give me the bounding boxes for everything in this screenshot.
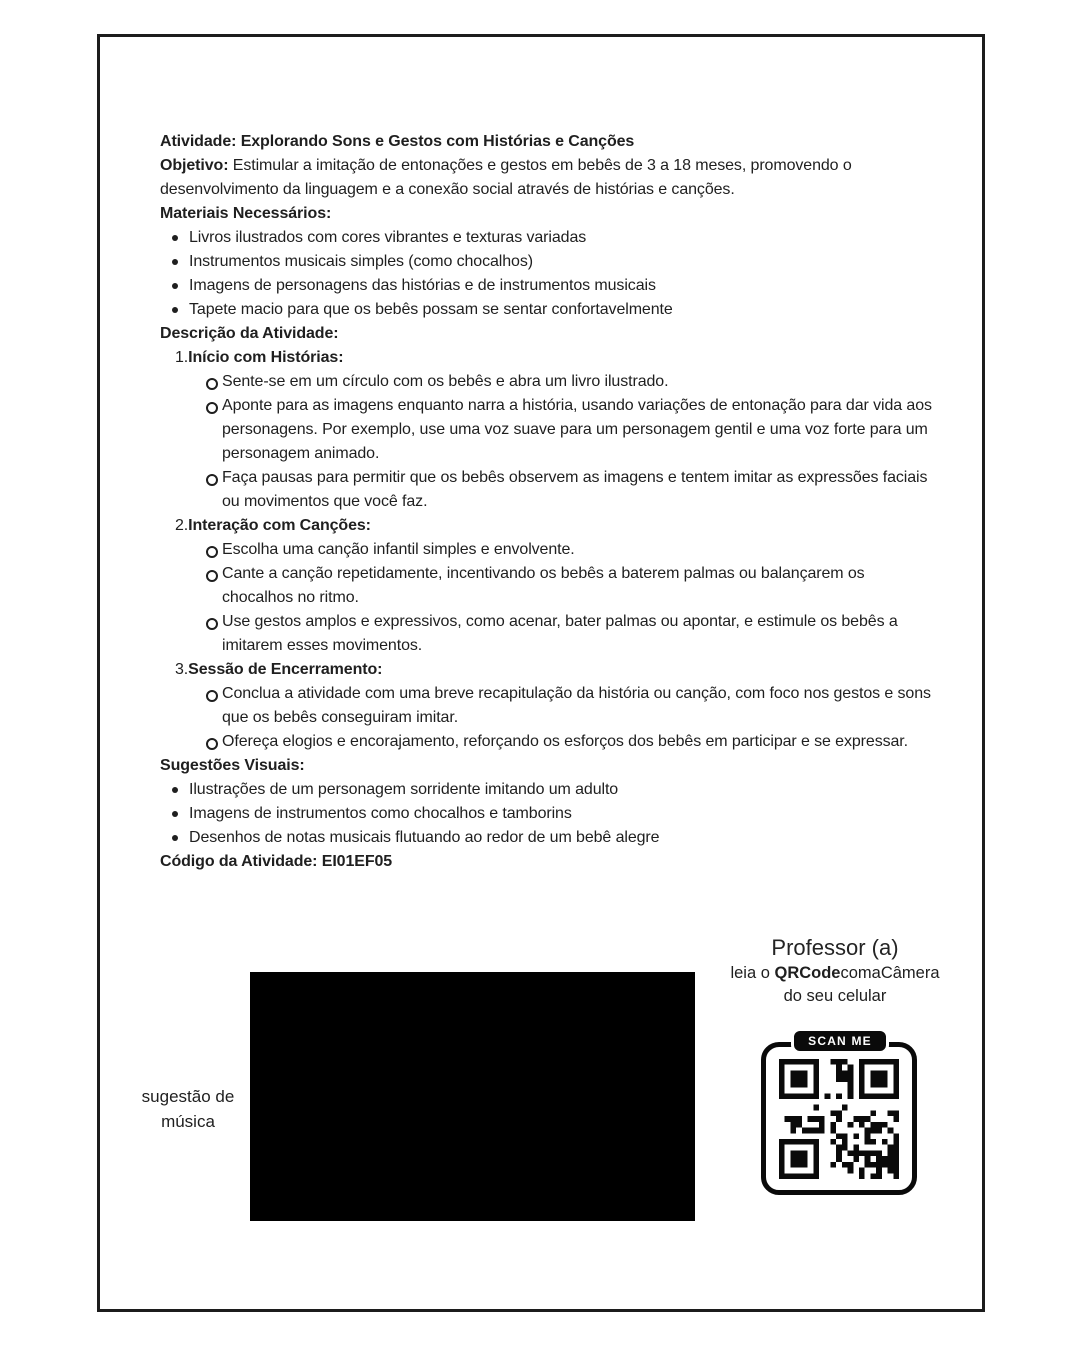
material-item: Instrumentos musicais simples (como chocalhos) <box>160 250 938 274</box>
step-sub-item: Ofereça elogios e encorajamento, reforçando os esforços dos bebês em participar e se expressar. <box>160 730 938 754</box>
visual-suggestions-heading: Sugestões Visuais: <box>160 757 305 774</box>
suggestion-item: Desenhos de notas musicais flutuando ao redor de um bebê alegre <box>160 826 938 850</box>
visual-suggestions-list <box>160 778 938 850</box>
step-number: 3. <box>175 661 189 678</box>
step-1-heading <box>160 346 938 370</box>
professor-heading: Professor (a) <box>771 935 899 960</box>
scan-me-badge <box>791 1028 889 1054</box>
step-2 <box>160 514 938 658</box>
step-title: Início com Histórias: <box>188 349 344 366</box>
material-item: Imagens de personagens das histórias e de instrumentos musicais <box>160 274 938 298</box>
video-caption <box>126 1084 250 1134</box>
step-1 <box>160 346 938 514</box>
suggestion-item: Ilustrações de um personagem sorridente imitando um adulto <box>160 778 938 802</box>
qr-code <box>779 1059 899 1179</box>
video-caption-line1: sugestão de <box>141 1087 235 1106</box>
scan-me-label: SCAN ME <box>808 1034 872 1048</box>
qr-instruction-prefix: leia o <box>730 964 775 982</box>
step-sub-item: Sente-se em um círculo com os bebês e abra um livro ilustrado. <box>160 370 938 394</box>
step-2-items <box>160 538 938 658</box>
step-3-items <box>160 682 938 754</box>
step-2-heading <box>160 514 938 538</box>
qr-code-frame <box>761 1042 917 1195</box>
materials-heading: Materiais Necessários: <box>160 205 332 222</box>
step-sub-item: Use gestos amplos e expressivos, como acenar, bater palmas ou apontar, e estimule os bebês a imitarem esses movimentos. <box>160 610 938 658</box>
step-1-items <box>160 370 938 514</box>
materials-list <box>160 226 938 322</box>
step-title: Interação com Canções: <box>188 517 371 534</box>
qr-instruction-suffix: comaCâmera <box>840 964 940 982</box>
step-sub-item: Conclua a atividade com uma breve recapitulação da história ou canção, com foco nos gestos e sons que os bebês conseguiram imitar. <box>160 682 938 730</box>
qr-instruction-bold: QRCode <box>774 964 841 982</box>
description-heading: Descrição da Atividade: <box>160 325 339 342</box>
objective-paragraph <box>160 154 938 202</box>
step-sub-item: Aponte para as imagens enquanto narra a história, usando variações de entonação para dar vida aos personagens. Por exemplo, use uma voz suave para um personagem gentil e uma voz forte para um personagem animado. <box>160 394 938 466</box>
step-sub-item: Cante a canção repetidamente, incentivando os bebês a baterem palmas ou balançarem os chocalhos no ritmo. <box>160 562 938 610</box>
qr-instruction-line1 <box>706 962 964 985</box>
step-number: 1. <box>175 349 189 366</box>
material-item: Livros ilustrados com cores vibrantes e texturas variadas <box>160 226 938 250</box>
objective-label: Objetivo: <box>160 157 229 174</box>
activity-code: Código da Atividade: EI01EF05 <box>160 853 393 870</box>
video-placeholder[interactable] <box>250 972 695 1221</box>
professor-qr-note <box>706 934 964 1008</box>
step-number: 2. <box>175 517 189 534</box>
qr-instruction-line2: do seu celular <box>783 987 887 1005</box>
activity-document <box>160 130 938 874</box>
step-sub-item: Faça pausas para permitir que os bebês observem as imagens e tentem imitar as expressões faciais ou movimentos que você faz. <box>160 466 938 514</box>
suggestion-item: Imagens de instrumentos como chocalhos e tamborins <box>160 802 938 826</box>
video-caption-line2: música <box>161 1112 215 1131</box>
step-3 <box>160 658 938 754</box>
step-title: Sessão de Encerramento: <box>188 661 383 678</box>
qr-code-module <box>761 1028 919 1195</box>
material-item: Tapete macio para que os bebês possam se sentar confortavelmente <box>160 298 938 322</box>
step-sub-item: Escolha uma canção infantil simples e envolvente. <box>160 538 938 562</box>
step-3-heading <box>160 658 938 682</box>
objective-text: Estimular a imitação de entonações e gestos em bebês de 3 a 18 meses, promovendo o desenvolvimento da linguagem e a conexão social através de histórias e canções. <box>160 157 852 198</box>
activity-title: Atividade: Explorando Sons e Gestos com Histórias e Canções <box>160 133 635 150</box>
